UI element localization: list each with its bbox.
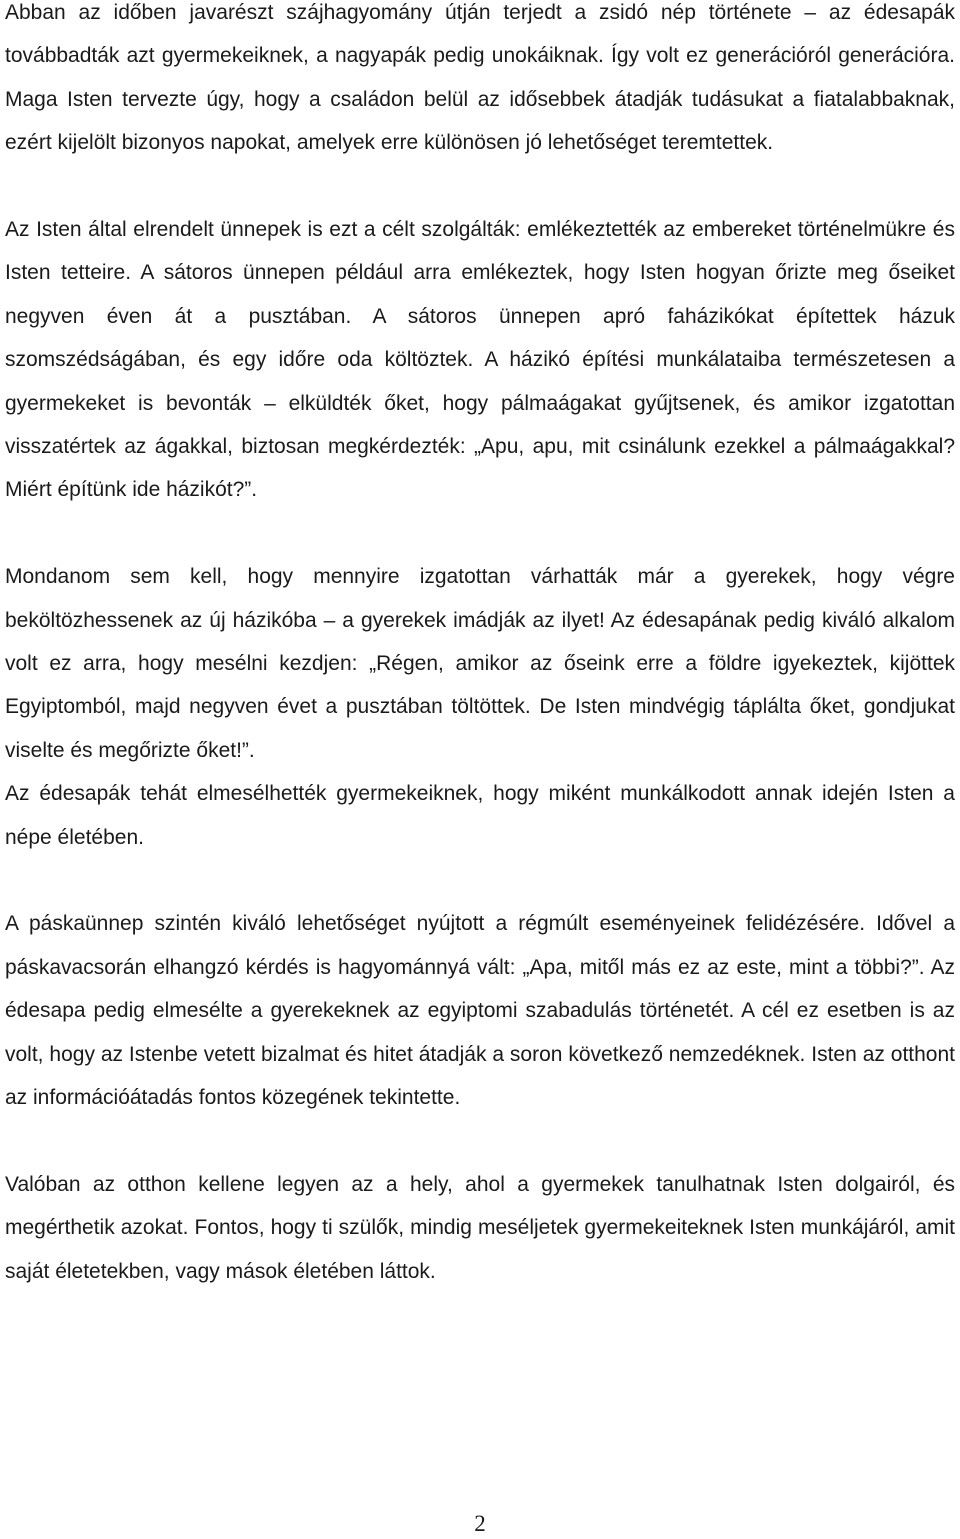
paragraph-gap (5, 165, 955, 208)
paragraph-fathers: Az édesapák tehát elmesélhették gyermekeiknek, hogy miként munkálkodott annak idején Isten a népe életében. (5, 782, 955, 849)
page-number: 2 (474, 1511, 486, 1536)
paragraph-booth: Mondanom sem kell, hogy mennyire izgatottan várhatták már a gyerekek, hogy végre beköltözhessenek az új házikóba – a gyerekek imádják az ilyet! Az édesapának pedig kiváló alkalom volt ez arra, hogy mesélni kezdjen: „Régen, amikor az őseink erre a földre igyekeztek, kijöttek Egyiptomból, majd negyven évet a pusztában töltöttek. De Isten mindvégig táplálta őket, gondjukat viselte és megőrizte őket!”. (5, 565, 955, 762)
paragraph-oral-tradition: Abban az időben javarészt szájhagyomány útján terjedt a zsidó nép története – az édesapák továbbadták azt gyermekeiknek, a nagyapák pedig unokáiknak. Így volt ez generációról generációra. Maga Isten tervezte úgy, hogy a családon belül az idősebbek átadják tudásukat a fiatalabbaknak, ezért kijelölt bizonyos napokat, amelyek erre különösen jó lehetőséget teremtettek. (5, 1, 955, 155)
document-page (5, 0, 955, 1293)
paragraph-gap (5, 859, 955, 902)
paragraph-passover: A páskaünnep szintén kiváló lehetőséget nyújtott a régmúlt eseményeinek felidézésére. Idővel a páskavacsorán elhangzó kérdés is hagyománnyá vált: „Apa, mitől más ez az este, mint a többi?”. Az édesapa pedig elmesélte a gyerekeknek az egyiptomi szabadulás történetét. A cél ez esetben is az volt, hogy az Istenbe vetett bizalmat és hitet átadják a soron következő nemzedéknek. Isten az otthont az információátadás fontos közegének tekintette. (5, 912, 955, 1110)
paragraph-gap (5, 1120, 955, 1163)
paragraph-feasts: Az Isten által elrendelt ünnepek is ezt a célt szolgálták: emlékeztették az embereket történelmükre és Isten tetteire. A sátoros ünnepen például arra emlékeztek, hogy Isten hogyan őrizte meg őseiket negyven éven át a pusztában. A sátoros ünnepen apró faházikókat építettek házuk szomszédságában, és egy időre oda költöztek. A házikó építési munkálataiba természetesen a gyermekeket is bevonták – elküldték őket, hogy pálmaágakat gyűjtsenek, és amikor izgatottan visszatértek az ágakkal, biztosan megkérdezték: „Apu, apu, mit csinálunk ezekkel a pálmaágakkal? Miért építünk ide házikót?”. (5, 218, 955, 502)
paragraph-home: Valóban az otthon kellene legyen az a hely, ahol a gyermekek tanulhatnak Isten dolgairól, és megérthetik azokat. Fontos, hogy ti szülők, mindig meséljetek gyermekeiteknek Isten munkájáról, amit saját életetekben, vagy mások életében láttok. (5, 1172, 955, 1283)
paragraph-gap (5, 512, 955, 555)
